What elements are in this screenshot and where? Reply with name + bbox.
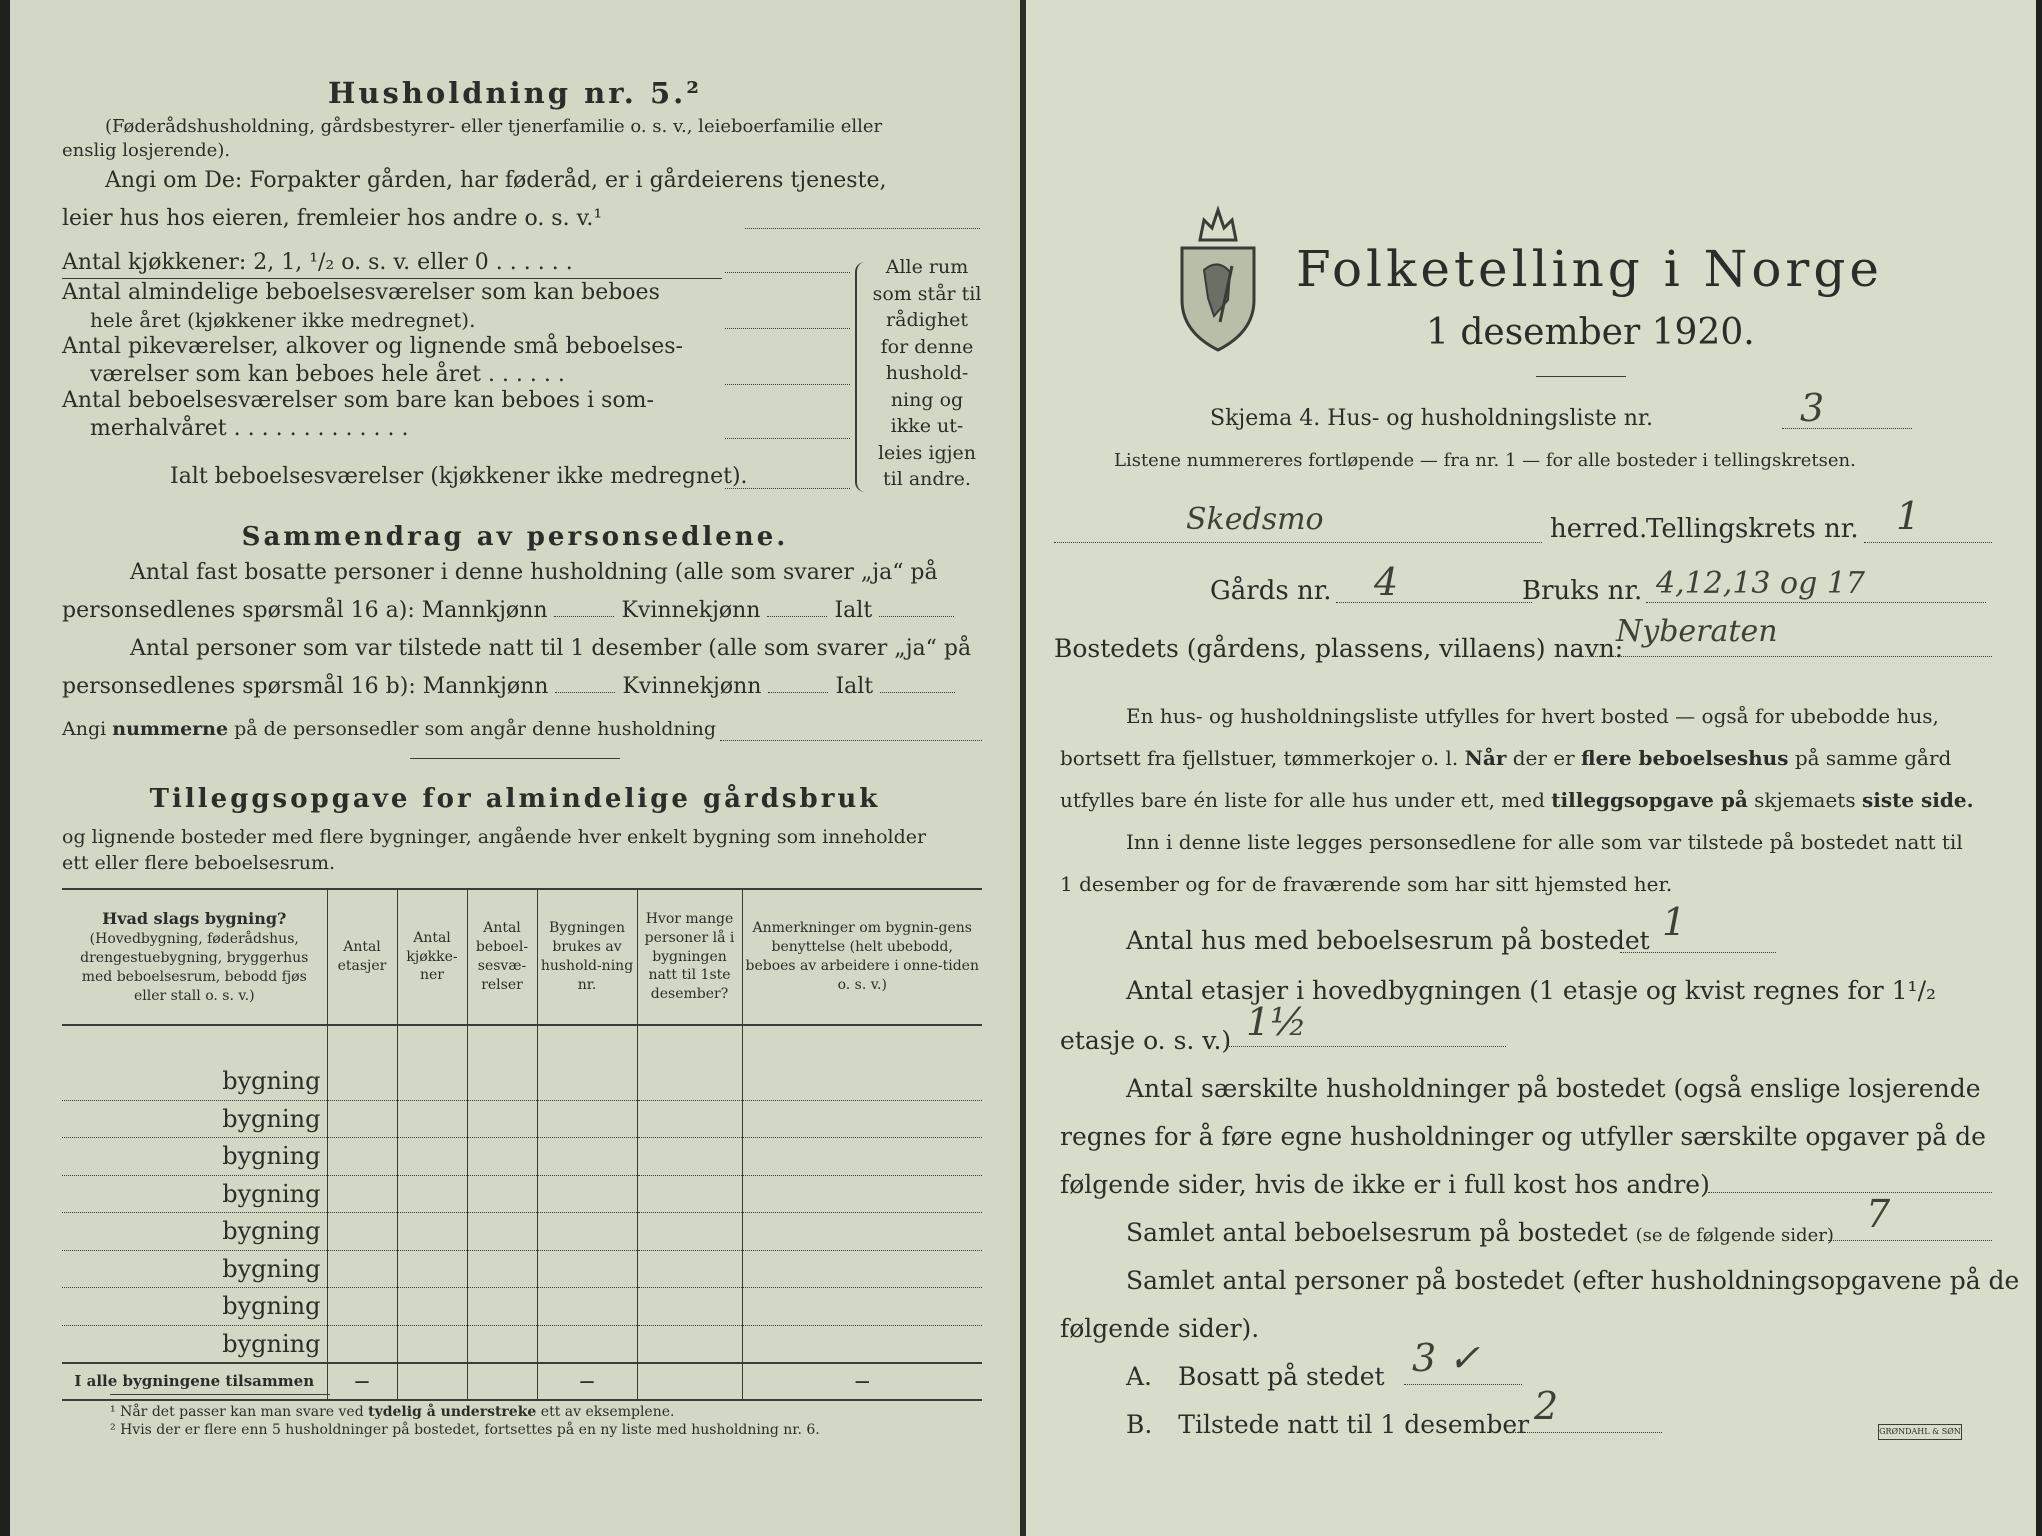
col-husholdning-header: Bygningen brukes av hushold-ning nr. [537, 889, 637, 1025]
row-label: bygning [222, 1254, 321, 1283]
total-husholdning-dash: — [537, 1363, 637, 1401]
tilstede-ialt-label: Ialt [835, 674, 874, 699]
instr1-l3-c: skjemaets [1754, 788, 1856, 812]
table-cell[interactable] [537, 1250, 637, 1288]
ialt-answer[interactable] [725, 488, 850, 489]
nummerne-a: Angi [62, 718, 107, 740]
fast-mann-field[interactable] [554, 616, 614, 617]
table-cell[interactable] [537, 1213, 637, 1251]
table-cell [467, 1025, 537, 1063]
sammendrag-title: Sammendrag av personsedlene. [241, 522, 789, 552]
col-kjokkener-header: Antal kjøkke-ner [397, 889, 467, 1025]
table-row [62, 1325, 982, 1363]
bosatt-letter: A. [1126, 1362, 1153, 1391]
table-cell [637, 1025, 742, 1063]
table-cell[interactable] [537, 1063, 637, 1101]
table-row [62, 1063, 982, 1101]
samlet-pers-line1: Samlet antal personer på bostedet (efter husholdningsopgavene på de [1126, 1266, 2020, 1295]
ialt-label: Ialt beboelsesværelser (kjøkkener ikke medregnet). [170, 464, 748, 489]
instr1-line3 [1060, 788, 1974, 812]
table-cell[interactable] [397, 1250, 467, 1288]
total-kjokkener[interactable] [397, 1363, 467, 1401]
tillegg-line2: ett eller flere beboelsesrum. [62, 852, 336, 874]
tilstede-mann-field[interactable] [555, 692, 615, 693]
tilstede-kvinne-field[interactable] [768, 692, 828, 693]
total-anmerkninger-dash: — [742, 1363, 982, 1401]
tilstede-text: Tilstede natt til 1 desember [1178, 1410, 1530, 1439]
table-cell[interactable] [742, 1138, 982, 1176]
samlet-rum-field[interactable] [1828, 1240, 1992, 1241]
total-label: I alle bygningene tilsammen [74, 1372, 315, 1391]
brace-note-line: som står til [872, 282, 982, 305]
table-cell[interactable] [327, 1325, 397, 1363]
tilstede-value: 2 [1534, 1384, 1559, 1428]
angi-line2: leier hus hos eieren, fremleier hos andre o. s. v.¹ [62, 206, 603, 231]
kjokkener-answer[interactable] [725, 272, 850, 273]
nummerne-answer[interactable] [720, 740, 982, 741]
table-cell[interactable] [467, 1288, 537, 1326]
table-cell [327, 1025, 397, 1063]
col-anmerkninger-header: Anmerkninger om bygnin-gens benyttelse (helt ubebodd, beboes av arbeidere i onne-tiden o. s. v.) [742, 889, 982, 1025]
tillegg-line1: og lignende bosteder med flere bygninger, angående hver enkelt bygning som inneholder [62, 826, 927, 848]
angi-line1: Angi om De: Forpakter gården, har føderåd, er i gårdeierens tjeneste, [105, 168, 887, 193]
fast-mann-label: personsedlenes spørsmål 16 a): Mannkjønn [62, 598, 548, 623]
nummerne-line [62, 718, 716, 740]
fast-line2 [62, 598, 954, 623]
bosatt-label [1126, 1362, 1385, 1391]
footnote-1 [110, 1404, 674, 1420]
alm-answer[interactable] [725, 328, 850, 329]
sommer-line2: merhalvåret . . . . . . . . . . . . . [90, 416, 409, 441]
buildings-table [62, 888, 982, 1401]
household-subtitle-line1: (Føderådshusholdning, gårdsbestyrer- eller tjenerfamilie o. s. v., leieboerfamilie eller [105, 116, 883, 137]
table-cell[interactable] [742, 1288, 982, 1326]
table-cell[interactable] [742, 1063, 982, 1101]
brace-note [872, 254, 982, 493]
printer-stamp: GRØNDAHL & SØN [1878, 1424, 1962, 1440]
instr2-line2: 1 desember og for de fraværende som har sitt hjemsted her. [1060, 872, 1673, 896]
table-row [62, 1100, 982, 1138]
serskilte-field[interactable] [1708, 1192, 1992, 1193]
gards-label: Gårds nr. [1210, 576, 1332, 606]
table-cell[interactable] [637, 1175, 742, 1213]
etasjer-field[interactable] [1226, 1046, 1506, 1047]
nummerne-c: på de personsedler som angår denne husholdning [234, 718, 717, 740]
col-bygning-header [62, 889, 327, 1025]
table-cell [742, 1025, 982, 1063]
pike-answer[interactable] [725, 384, 850, 385]
table-cell[interactable] [397, 1175, 467, 1213]
kjokkener-label: Antal kjøkkener: 2, 1, ¹/₂ o. s. v. eller 0 . . . . . . [62, 250, 573, 275]
section-divider [410, 758, 620, 759]
bruks-value: 4,12,13 og 17 [1656, 566, 1866, 601]
hus-label: Antal hus med beboelsesrum på bostedet [1126, 926, 1650, 955]
table-cell[interactable] [327, 1100, 397, 1138]
table-row [62, 1213, 982, 1251]
table-cell[interactable] [637, 1213, 742, 1251]
table-cell[interactable] [637, 1063, 742, 1101]
table-cell[interactable] [742, 1100, 982, 1138]
fast-ialt-field[interactable] [879, 616, 954, 617]
table-row [62, 1175, 982, 1213]
table-cell[interactable] [637, 1100, 742, 1138]
serskilte-line3: følgende sider, hvis de ikke er i full kost hos andre) [1060, 1170, 1710, 1199]
table-cell[interactable] [637, 1325, 742, 1363]
footnote-2-text: Hvis der er flere enn 5 husholdninger på bostedet, fortsettes på en ny liste med husholdning nr. 6. [120, 1422, 820, 1438]
instr1-line2 [1060, 746, 1951, 770]
bosted-label: Bostedets (gårdens, plassens, villaens) navn: [1054, 634, 1624, 663]
table-cell[interactable] [327, 1250, 397, 1288]
row-label: bygning [222, 1217, 321, 1246]
footnote-2-num: ² [110, 1422, 116, 1438]
table-cell[interactable] [537, 1138, 637, 1176]
herred-label: herred. [1550, 514, 1648, 544]
table-cell [397, 1025, 467, 1063]
table-cell[interactable] [467, 1213, 537, 1251]
kjokkener-underline [62, 278, 722, 279]
sommer-answer[interactable] [725, 438, 850, 439]
col-etasjer-header: Antal etasjer [327, 889, 397, 1025]
instr1-l2-b: Når [1464, 746, 1507, 770]
table-cell[interactable] [537, 1288, 637, 1326]
brace-note-line: ning og [890, 388, 964, 411]
tilstede-ialt-field[interactable] [880, 692, 955, 693]
footnote-1-num: ¹ [110, 1404, 116, 1420]
table-cell[interactable] [467, 1063, 537, 1101]
samlet-rum-value: 7 [1866, 1192, 1891, 1236]
table-cell[interactable] [397, 1063, 467, 1101]
table-cell [537, 1025, 637, 1063]
instr1-l2-a: bortsett fra fjellstuer, tømmerkojer o. l. [1060, 746, 1459, 770]
table-cell[interactable] [327, 1138, 397, 1176]
date-rule [1536, 376, 1626, 377]
table-cell[interactable] [537, 1100, 637, 1138]
col-bygning-body: (Hovedbygning, føderådshus, drengestuebygning, bryggerhus med beboelsesrum, bebodd fjøs eller stall o. s. v.) [80, 931, 309, 1004]
tellingskrets-label: Tellingskrets nr. [1646, 514, 1859, 544]
table-cell[interactable] [327, 1175, 397, 1213]
footnote-rule [110, 1394, 330, 1395]
instr2-line1: Inn i denne liste legges personsedlene for alle som var tilstede på bostedet natt til [1126, 830, 1963, 854]
col-personer-header: Hvor mange personer lå i bygningen natt til 1ste desember? [637, 889, 742, 1025]
row-label: bygning [222, 1142, 321, 1171]
table-cell[interactable] [397, 1100, 467, 1138]
household-title: Husholdning nr. 5.² [328, 76, 702, 110]
bosatt-field[interactable] [1404, 1384, 1522, 1385]
skjema-nr-value: 3 [1800, 386, 1825, 430]
fast-kvinne-label: Kvinnekjønn [621, 598, 761, 623]
footnote-2 [110, 1422, 820, 1438]
table-cell[interactable] [537, 1325, 637, 1363]
table-cell[interactable] [537, 1175, 637, 1213]
brace-note-line: Alle rum [885, 256, 969, 278]
table-cell[interactable] [467, 1175, 537, 1213]
footnote-1-a: Når det passer kan man svare ved [120, 1404, 364, 1420]
table-cell[interactable] [742, 1325, 982, 1363]
alm-line1: Antal almindelige beboelsesværelser som kan beboes [62, 280, 660, 305]
herred-field[interactable] [1054, 542, 1542, 543]
census-title: Folketelling i Norge [1296, 240, 1883, 298]
tilstede-kvinne-label: Kvinnekjønn [622, 674, 762, 699]
skjema-label: Skjema 4. Hus- og husholdningsliste nr. [1210, 406, 1653, 431]
bruks-label: Bruks nr. [1522, 576, 1643, 606]
bosatt-value: 3 ✓ [1412, 1336, 1481, 1380]
table-cell[interactable] [397, 1213, 467, 1251]
table-cell[interactable] [467, 1250, 537, 1288]
row-label: bygning [222, 1067, 321, 1095]
table-row [62, 1250, 982, 1288]
table-row [62, 1288, 982, 1326]
hus-value: 1 [1662, 900, 1687, 944]
brace-note-line: leies igjen [877, 441, 977, 464]
herred-value: Skedsmo [1186, 502, 1324, 537]
gards-field[interactable] [1336, 602, 1532, 603]
table-cell[interactable] [742, 1213, 982, 1251]
right-page [1026, 0, 2036, 1536]
instr1-l3-d: siste side. [1861, 788, 1974, 812]
total-etasjer-dash: — [327, 1363, 397, 1401]
brace-note-line: for denne [880, 335, 974, 358]
instr1-l2-e: på samme gård [1794, 746, 1952, 770]
total-beboelsesvaerelser[interactable] [467, 1363, 537, 1401]
bosatt-text: Bosatt på stedet [1177, 1362, 1385, 1391]
sommer-line1: Antal beboelsesværelser som bare kan beboes i som- [62, 388, 654, 413]
brace-note-line: ikke ut- [890, 415, 964, 437]
table-cell[interactable] [397, 1288, 467, 1326]
table-cell[interactable] [637, 1250, 742, 1288]
table-cell[interactable] [637, 1138, 742, 1176]
serskilte-line2: regnes for å føre egne husholdninger og utfyller særskilte opgaver på de [1060, 1122, 1986, 1151]
tilstede-line2 [62, 674, 955, 699]
tellingskrets-value: 1 [1896, 494, 1921, 538]
norway-coat-of-arms-icon [1174, 200, 1262, 356]
row-label: bygning [222, 1104, 321, 1133]
angi-answer-line[interactable] [745, 228, 980, 229]
table-cell[interactable] [467, 1325, 537, 1363]
instr1-l3-b: tilleggsopgave på [1551, 788, 1748, 812]
table-spacer [62, 1025, 327, 1063]
instr1-line1: En hus- og husholdningsliste utfylles for hvert bosted — også for ubebodde hus, [1126, 704, 1939, 728]
row-label: bygning [222, 1179, 321, 1208]
table-cell[interactable] [467, 1100, 537, 1138]
row-label: bygning [222, 1329, 321, 1358]
etasjer-value: 1½ [1246, 1000, 1308, 1044]
etasjer-line1: Antal etasjer i hovedbygningen (1 etasje og kvist regnes for 1¹/₂ [1126, 976, 1937, 1005]
footnote-1-c: ett av eksemplene. [540, 1404, 675, 1420]
brace-note-line: rådighet [886, 309, 968, 331]
footnote-1-b: tydelig å understreke [368, 1404, 537, 1420]
table-cell[interactable] [397, 1325, 467, 1363]
hus-field[interactable] [1620, 952, 1776, 953]
table-cell[interactable] [327, 1063, 397, 1101]
serskilte-line1: Antal særskilte husholdninger på bostedet (også enslige losjerende [1126, 1074, 1981, 1103]
table-cell[interactable] [327, 1213, 397, 1251]
tillegg-title: Tilleggsopgave for almindelige gårdsbruk [149, 784, 881, 814]
household-subtitle-line2: enslig losjerende). [62, 140, 231, 161]
gards-value: 4 [1374, 560, 1399, 604]
fast-kvinne-field[interactable] [767, 616, 827, 617]
pike-line2: værelser som kan beboes hele året . . . . . . [90, 362, 565, 387]
samlet-rum-label [1126, 1218, 1834, 1247]
tilstede-line1: Antal personer som var tilstede natt til 1 desember (alle som svarer „ja“ på [130, 636, 972, 661]
instr1-l3-a: utfylles bare én liste for alle hus under ett, med [1060, 788, 1545, 812]
table-cell[interactable] [467, 1138, 537, 1176]
listene-instruction: Listene nummereres fortløpende — fra nr. 1 — for alle bosteder i tellingskretsen. [1114, 450, 1856, 471]
tilstede-field[interactable] [1506, 1432, 1662, 1433]
instr1-l2-c: der er [1512, 746, 1575, 770]
tilstede-letter: B. [1126, 1410, 1153, 1439]
table-cell[interactable] [327, 1288, 397, 1326]
alm-line2: hele året (kjøkkener ikke medregnet). [90, 308, 476, 332]
fast-ialt-label: Ialt [834, 598, 873, 623]
bosted-field[interactable] [1578, 656, 1992, 657]
etasjer-line2: etasje o. s. v.) [1060, 1026, 1232, 1055]
row-label: bygning [222, 1292, 321, 1321]
col-beboelsesvaerelser-header: Antal beboel-sesvæ-relser [467, 889, 537, 1025]
tellingskrets-field[interactable] [1864, 542, 1992, 543]
tilstede-label [1126, 1410, 1529, 1439]
table-cell[interactable] [637, 1288, 742, 1326]
brace-note-line: til andre. [883, 468, 971, 490]
tilstede-mann-label: personsedlenes spørsmål 16 b): Mannkjønn [62, 674, 549, 699]
fast-line1: Antal fast bosatte personer i denne husholdning (alle som svarer „ja“ på [130, 560, 938, 585]
census-date: 1 desember 1920. [1426, 312, 1755, 353]
table-row [62, 1138, 982, 1176]
bosted-value: Nyberaten [1616, 614, 1778, 649]
pike-line1: Antal pikeværelser, alkover og lignende små beboelses- [62, 334, 683, 359]
samlet-pers-line2: følgende sider). [1060, 1314, 1260, 1343]
nummerne-b: nummerne [112, 718, 229, 740]
brace [855, 262, 869, 492]
samlet-rum-text: Samlet antal beboelsesrum på bostedet [1126, 1218, 1628, 1247]
brace-note-line: hushold- [885, 362, 969, 384]
table-cell[interactable] [742, 1175, 982, 1213]
col-bygning-title: Hvad slags bygning? [102, 909, 287, 929]
samlet-rum-note: (se de følgende sider) [1635, 1225, 1834, 1246]
table-cell[interactable] [742, 1250, 982, 1288]
table-cell[interactable] [397, 1138, 467, 1176]
total-personer[interactable] [637, 1363, 742, 1401]
bruks-field[interactable] [1646, 602, 1986, 603]
left-page [10, 0, 1020, 1536]
instr1-l2-d: flere beboelseshus [1581, 746, 1789, 770]
